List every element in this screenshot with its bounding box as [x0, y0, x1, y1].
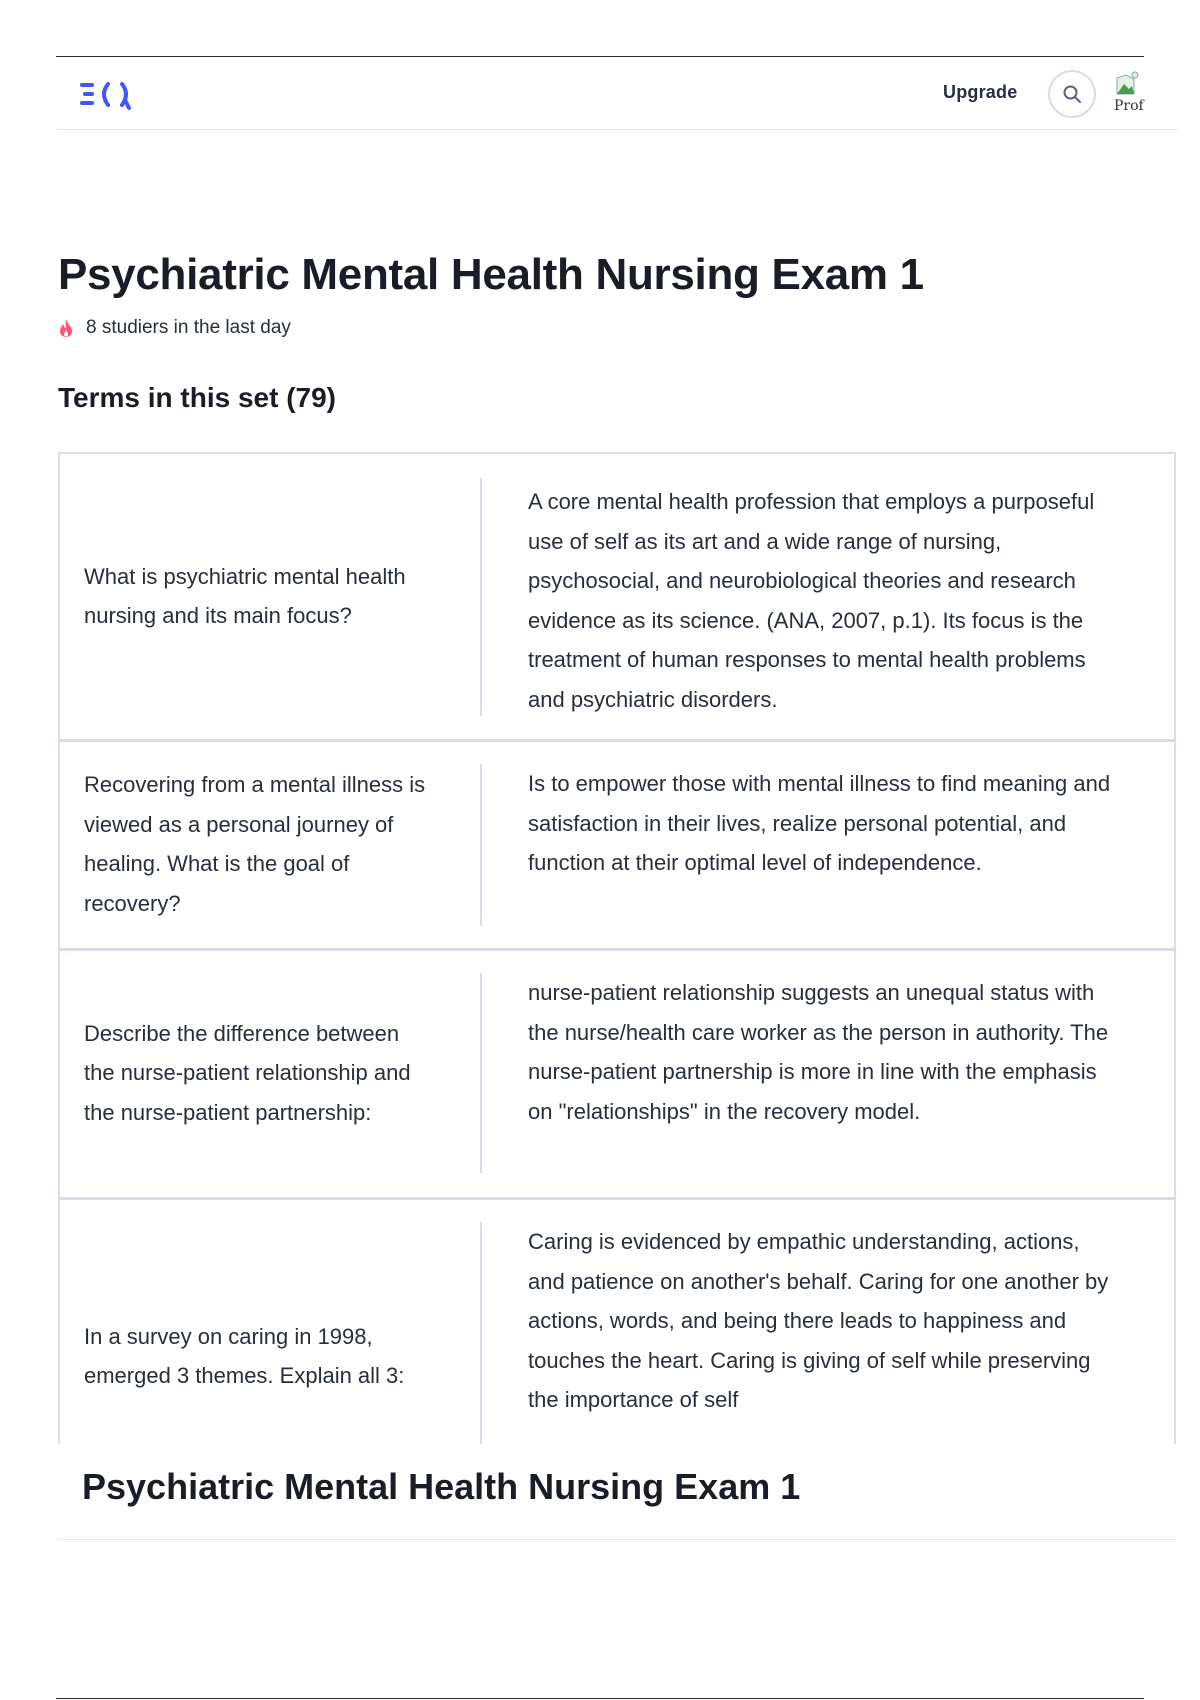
- term-row[interactable]: [60, 454, 1174, 742]
- term-row[interactable]: [60, 1200, 1174, 1444]
- studiers-count: [58, 316, 291, 340]
- term-row[interactable]: [60, 951, 1174, 1200]
- upgrade-button[interactable]: Upgrade: [943, 82, 1018, 102]
- quizlet-logo-icon[interactable]: [78, 78, 138, 112]
- term-divider: [480, 764, 482, 926]
- definition-text: A core mental health profession that employs a purposeful use of self as its art and a wide range of nursing, psychosocial, and neurobiological theories and research evidence as its science. (ANA, 2007, p.1). Its focus is the treatment of human responses to mental health problems and psychiatric disorders.: [528, 489, 1095, 712]
- term-divider: [480, 478, 482, 716]
- term-divider: [480, 973, 482, 1173]
- term-row[interactable]: [60, 742, 1174, 951]
- sticky-footer-bar: [58, 1446, 1176, 1540]
- term-text: Recovering from a mental illness is viewed as a personal journey of healing. What is the goal of recovery?: [84, 772, 426, 916]
- search-button[interactable]: [1048, 70, 1096, 118]
- avatar-alt-text: Prof: [1114, 98, 1144, 114]
- top-rule: [56, 56, 1144, 57]
- search-icon: [1062, 84, 1082, 104]
- term-text: What is psychiatric mental health nursing and its main focus?: [84, 563, 406, 628]
- footer-title: Psychiatric Mental Health Nursing Exam 1: [82, 1466, 801, 1507]
- bottom-rule: [56, 1698, 1144, 1699]
- broken-image-icon: [1114, 70, 1142, 98]
- definition-text: nurse-patient relationship suggests an unequal status with the nurse/health care worker as the person in authority. The nurse-patient partnership is more in line with the emphasis on "relationships" in the recovery model.: [528, 980, 1109, 1124]
- avatar[interactable]: [1108, 68, 1178, 120]
- flame-icon: [58, 318, 74, 338]
- site-header: [58, 58, 1178, 130]
- terms-list: [58, 452, 1176, 1444]
- term-text: In a survey on caring in 1998, emerged 3 themes. Explain all 3:: [84, 1323, 405, 1388]
- studiers-text: 8 studiers in the last day: [86, 317, 291, 338]
- term-divider: [480, 1222, 482, 1444]
- term-text: Describe the difference between the nurse-patient relationship and the nurse-patient partnership:: [84, 1020, 411, 1125]
- terms-heading: Terms in this set (79): [58, 382, 337, 413]
- page-title: Psychiatric Mental Health Nursing Exam 1: [58, 250, 924, 299]
- definition-text: Caring is evidenced by empathic understanding, actions, and patience on another's behalf. Caring for one another by actions, words, and being there leads to happiness and touches the heart. Caring is giving of self while preserving the importance of self: [528, 1229, 1109, 1412]
- definition-text: Is to empower those with mental illness to find meaning and satisfaction in their lives, realize personal potential, and function at their optimal level of independence.: [528, 771, 1111, 875]
